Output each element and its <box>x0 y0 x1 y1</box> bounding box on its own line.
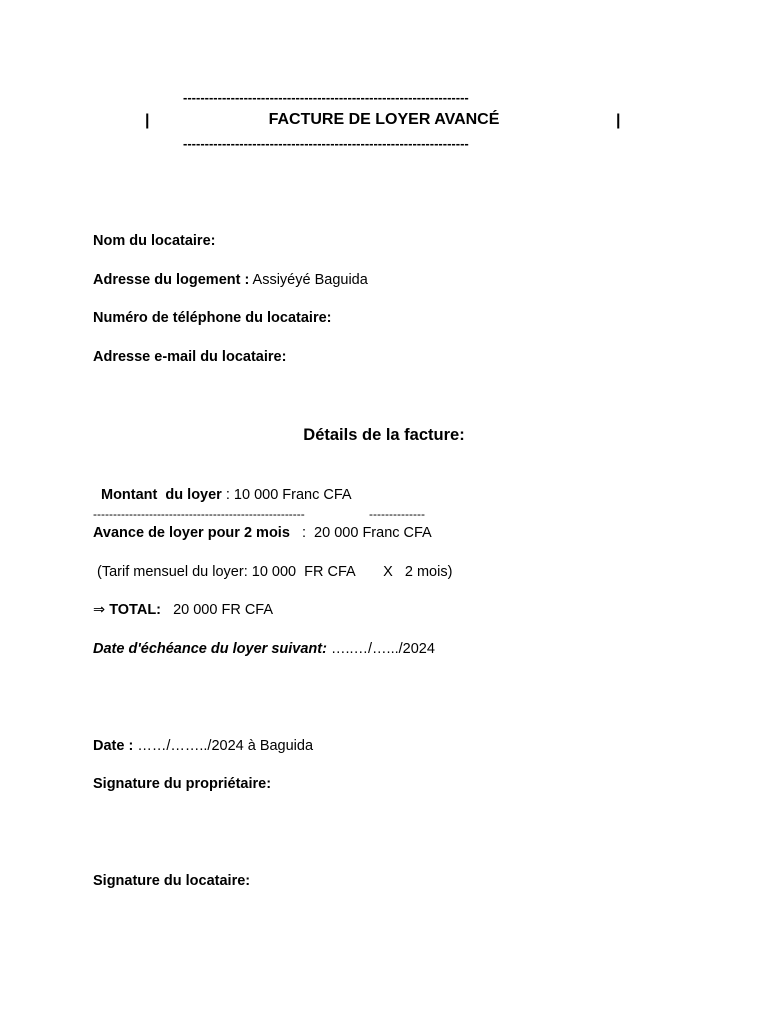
address-label: Adresse du logement : <box>93 272 250 288</box>
total-value: 20 000 FR CFA <box>161 602 274 618</box>
tenant-phone-label: Numéro de téléphone du locataire: <box>93 310 332 326</box>
total-line <box>93 603 273 618</box>
tenant-signature-label: Signature du locataire: <box>93 873 251 889</box>
address-line <box>93 273 368 288</box>
date-label: Date : <box>93 738 134 754</box>
rent-line <box>101 488 352 503</box>
advance-value: : 20 000 Franc CFA <box>289 525 432 541</box>
header-bar-right: | <box>616 112 621 129</box>
total-arrow-icon: ⇒ <box>93 602 110 618</box>
header-dashes-bottom: ------------------------------------------------------------------ <box>183 137 469 150</box>
due-date-value: …..…/….../2024 <box>326 641 435 657</box>
date-line <box>93 739 313 754</box>
rent-label: Montant du loyer <box>101 487 222 503</box>
advance-label: Avance de loyer pour 2 mois <box>93 525 290 541</box>
owner-signature-label: Signature du propriétaire: <box>93 776 272 792</box>
due-date-line <box>93 642 435 657</box>
total-label: TOTAL: <box>109 602 161 618</box>
details-heading: Détails de la facture: <box>303 426 465 444</box>
header-dashes-top: ------------------------------------------------------------------ <box>183 91 469 104</box>
header-bar-left: | <box>145 112 150 129</box>
rent-value: : 10 000 Franc CFA <box>221 487 352 503</box>
tenant-email-label: Adresse e-mail du locataire: <box>93 349 287 365</box>
separator-short: -------------- <box>369 507 425 521</box>
due-date-label: Date d'échéance du loyer suivant: <box>93 641 327 657</box>
advance-line <box>93 526 432 541</box>
address-value: Assiyéyé Baguida <box>249 272 368 288</box>
date-value: ……/……../2024 à Baguida <box>133 738 314 754</box>
tenant-name-label: Nom du locataire: <box>93 233 216 249</box>
tariff-line: (Tarif mensuel du loyer: 10 000 FR CFA X 2 mois) <box>93 564 453 580</box>
document-title: FACTURE DE LOYER AVANCÉ <box>268 111 500 128</box>
separator-long: ----------------------------------------------------- <box>93 507 305 521</box>
